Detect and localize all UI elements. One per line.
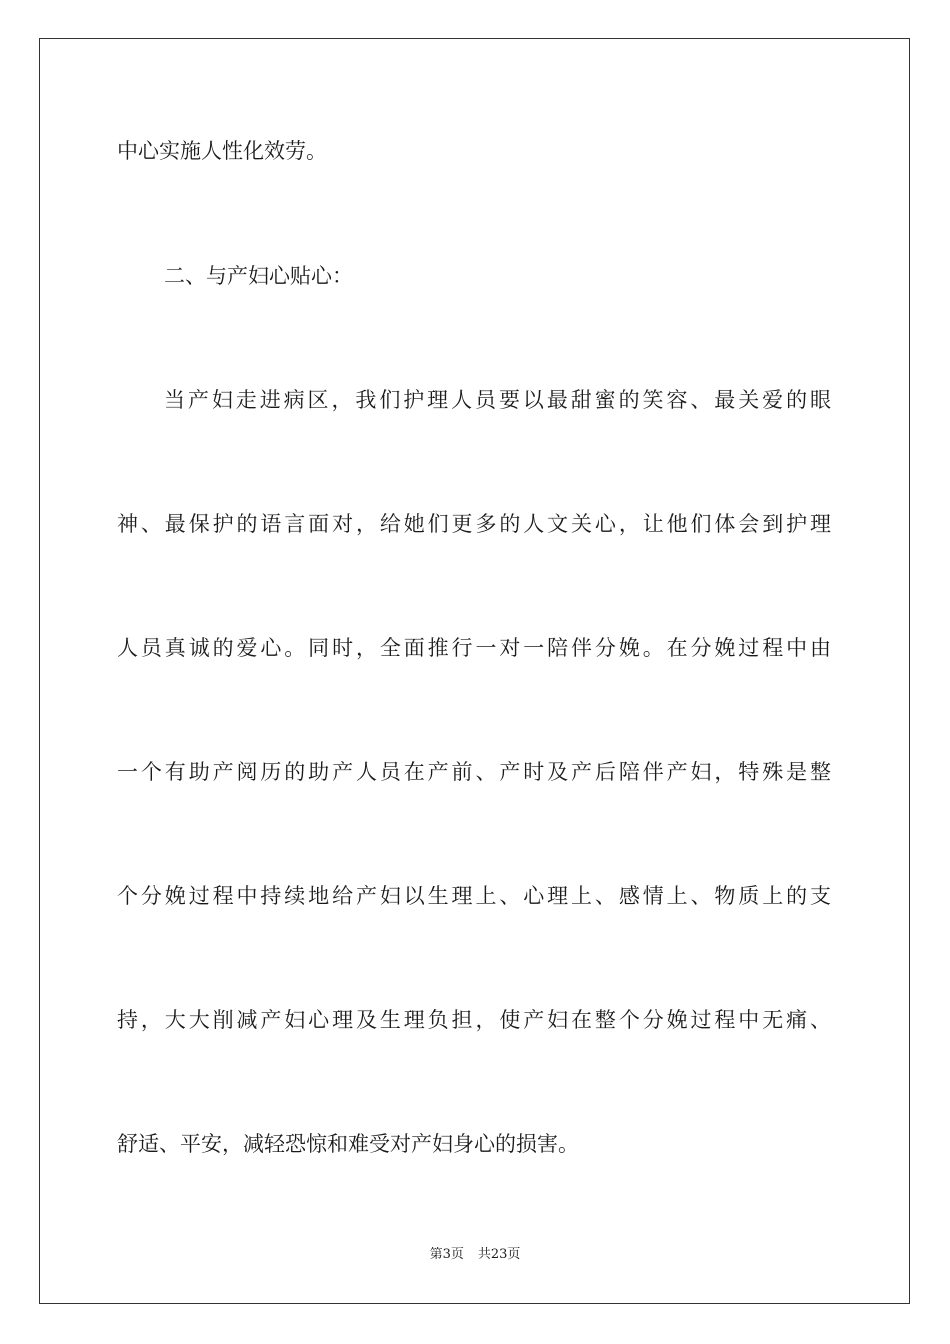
paragraph-line: 人员真诚的爱心。同时，全面推行一对一陪伴分娩。在分娩过程中由 <box>117 636 831 660</box>
paragraph-line: 一个有助产阅历的助产人员在产前、产时及产后陪伴产妇，特殊是整 <box>117 760 831 784</box>
paragraph-line: 当产妇走进病区，我们护理人员要以最甜蜜的笑容、最关爱的眼 <box>164 388 831 412</box>
paragraph-line: 持，大大削减产妇心理及生理负担，使产妇在整个分娩过程中无痛、 <box>117 1008 831 1032</box>
paragraph-line: 个分娩过程中持续地给产妇以生理上、心理上、感情上、物质上的支 <box>117 884 831 908</box>
section-heading: 二、与产妇心贴心： <box>164 264 353 288</box>
paragraph-line: 中心实施人性化效劳。 <box>117 139 327 163</box>
total-pages: 共23页 <box>477 1247 521 1262</box>
page-number: 第3页 <box>429 1247 464 1262</box>
paragraph-line: 舒适、平安，减轻恐惊和难受对产妇身心的损害。 <box>117 1132 579 1156</box>
page-footer <box>0 1246 950 1264</box>
page-border <box>39 38 910 1304</box>
paragraph-line: 神、最保护的语言面对，给她们更多的人文关心，让他们体会到护理 <box>117 512 831 536</box>
